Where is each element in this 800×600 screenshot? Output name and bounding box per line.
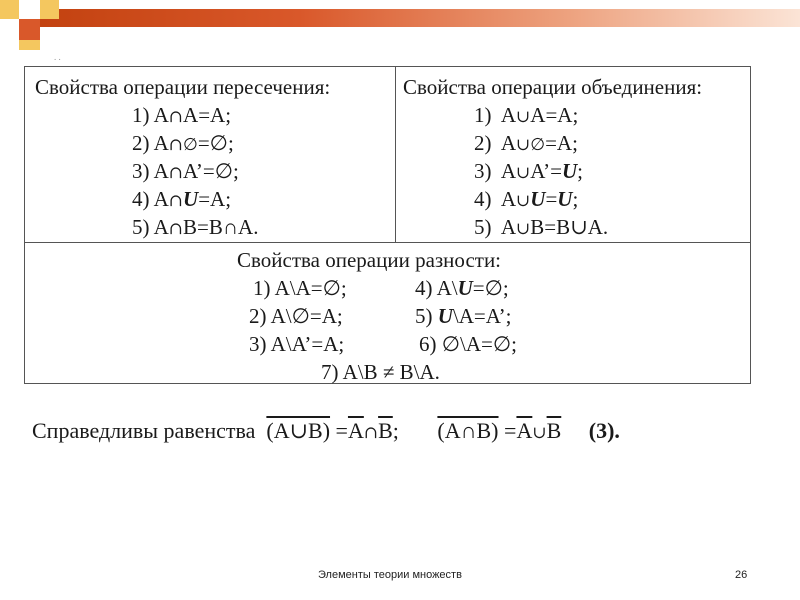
table-column-divider [395, 67, 396, 242]
intersection-title: Свойства операции пересечения: [35, 75, 331, 99]
union-row: 5) A∪B=B∪A. [474, 215, 609, 239]
properties-table [24, 66, 751, 384]
union-row: 3) A∪A’=U; [474, 159, 583, 183]
intersection-row: 4) A∩U=A; [132, 187, 232, 211]
difference-item: 3) A\A’=A; [249, 332, 345, 356]
table-row-divider [25, 242, 750, 243]
difference-item: 5) U\A=A’; [415, 304, 512, 328]
page-number: 26 [735, 569, 748, 581]
intersection-row: 1) A∩A=A; [132, 103, 232, 127]
union-row: 1) A∪A=A; [474, 103, 579, 127]
intersection-row: 2) A∩∅=∅; [132, 131, 234, 155]
footer-title: Элементы теории множеств [318, 569, 462, 581]
intersection-row: 5) A∩B=B∩A. [132, 215, 259, 239]
equalities-label: Справедливы равенства [32, 418, 256, 443]
formula-1-lhs: (A∪B) [266, 418, 331, 443]
difference-item: 1) A\A=∅; [253, 276, 347, 300]
union-row: 2) A∪∅=A; [474, 131, 578, 155]
union-title: Свойства операции объединения: [403, 75, 703, 99]
header-gradient-bar [30, 9, 800, 27]
top-mark: . . [54, 52, 61, 62]
difference-item: 6) ∅\A=∅; [419, 332, 518, 356]
formula-2-lhs: (A∩B) [437, 418, 499, 443]
intersection-row: 3) A∩A’=∅; [132, 159, 239, 183]
difference-title: Свойства операции разности: [237, 248, 502, 272]
union-row: 4) A∪U=U; [474, 187, 579, 211]
difference-item: 4) A\U=∅; [415, 276, 509, 300]
de-morgan-equalities: Справедливы равенства (A∪B) $=\overline{A}\cap\overline{B}$; (A∩B) $=\overline{A}\cup\overline{B}$ (3). [32, 418, 620, 443]
equation-reference: (3). [588, 418, 620, 443]
difference-item: 7) A\B ≠ B\A. [321, 360, 440, 384]
difference-item: 2) A\∅=A; [249, 304, 343, 328]
